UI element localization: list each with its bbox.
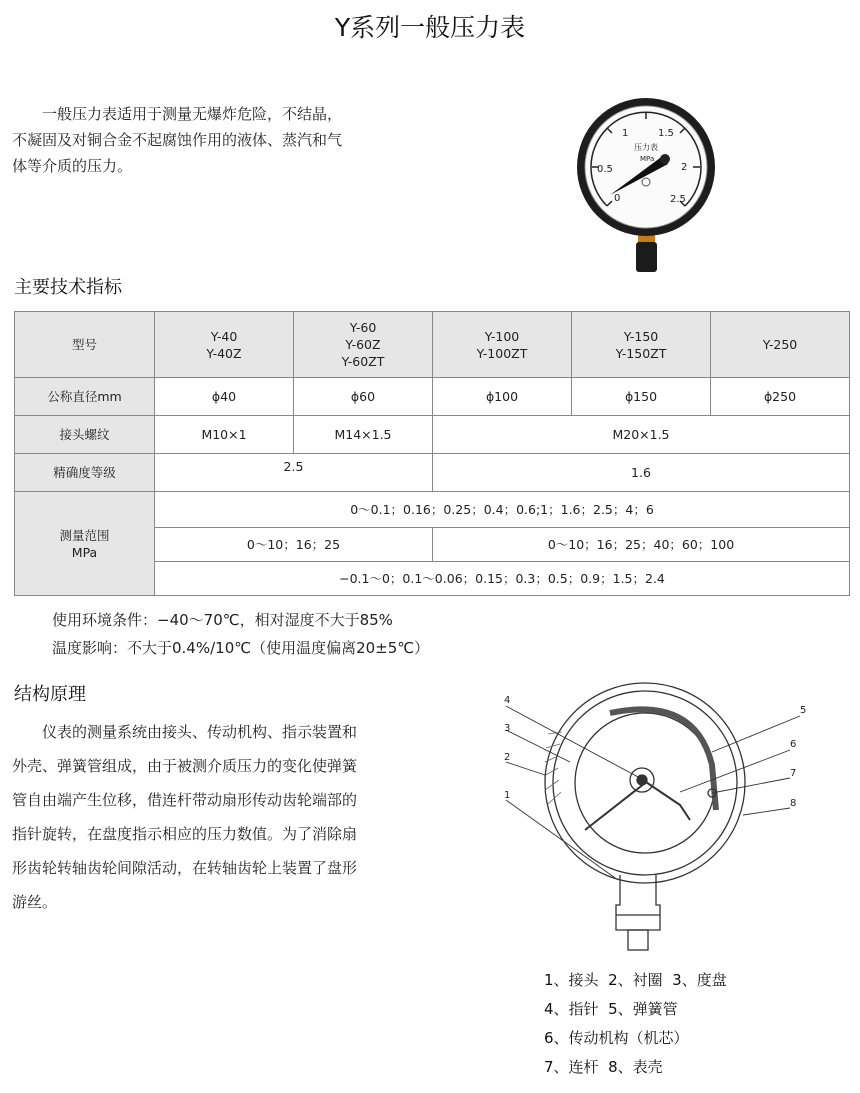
model-name: Y-40 Y-40Z <box>206 328 242 361</box>
thread-value: M14×1.5 <box>294 416 433 454</box>
model-name: Y-100 Y-100ZT <box>476 328 528 361</box>
structure-diagram <box>490 680 820 960</box>
structure-line: 游丝。 <box>12 893 58 911</box>
model-name: Y-150 Y-150ZT <box>615 328 667 361</box>
gauge-scale-label: 0.5 <box>597 164 613 175</box>
callout-1: 1 <box>504 790 511 801</box>
diameter-value: ϕ60 <box>294 378 433 416</box>
legend-line: 1、接头 2、衬圈 3、度盘 <box>544 971 727 989</box>
range-value: −0.1～0；0.1～0.06；0.15；0.3；0.5；0.9；1.5；2.4 <box>155 562 850 596</box>
model-cell <box>433 312 572 378</box>
callout-2: 2 <box>504 752 511 763</box>
range-value: 0～10；16；25；40；60；100 <box>433 528 850 562</box>
thread-label: 接头螺纹 <box>15 416 155 454</box>
page-title: Y系列一般压力表 <box>334 13 526 42</box>
pressure-gauge-photo <box>570 92 720 278</box>
thread-value: M10×1 <box>155 416 294 454</box>
callout-8: 8 <box>790 798 797 809</box>
specs-heading: 主要技术指标 <box>14 277 122 298</box>
structure-line: 外壳、弹簧管组成，由于被测介质压力的变化使弹簧 <box>12 757 358 775</box>
intro-line: 一般压力表适用于测量无爆炸危险，不结晶， <box>42 105 343 123</box>
range-value: 0～10；16；25 <box>155 528 433 562</box>
model-cell <box>155 312 294 378</box>
condition-line: 使用环境条件：−40～70℃，相对湿度不大于85% <box>52 611 393 629</box>
structure-paragraph <box>12 715 432 919</box>
gauge-scale-label: 1.5 <box>658 128 674 139</box>
diameter-value: ϕ150 <box>572 378 711 416</box>
structure-line: 管自由端产生位移，借连杆带动扇形传动齿轮端部的 <box>12 791 358 809</box>
gauge-label: 压力表 <box>634 143 658 152</box>
callout-7: 7 <box>790 768 797 779</box>
callout-4: 4 <box>504 695 511 706</box>
spec-table <box>14 311 850 596</box>
gauge-unit: MPa <box>640 155 655 163</box>
gauge-scale-label: 0 <box>614 193 621 204</box>
model-cell <box>294 312 433 378</box>
callout-3: 3 <box>504 723 511 734</box>
diameter-value: ϕ100 <box>433 378 572 416</box>
model-name: Y-60 Y-60Z Y-60ZT <box>341 320 385 369</box>
header-label-cell: 型号 <box>15 312 155 378</box>
structure-line: 仪表的测量系统由接头、传动机构、指示装置和 <box>42 723 358 741</box>
structure-line: 形齿轮转轴齿轮间隙活动，在转轴齿轮上装置了盘形 <box>12 859 358 877</box>
legend-line: 7、连杆 8、表壳 <box>544 1058 663 1076</box>
range-label-text: 测量范围 MPa <box>59 527 110 560</box>
intro-line: 体等介质的压力。 <box>12 157 133 175</box>
legend-line: 6、传动机构（机芯） <box>544 1029 689 1047</box>
diagram-legend <box>544 966 844 1082</box>
structure-heading: 结构原理 <box>14 684 86 705</box>
accuracy-value: 2.5 <box>155 454 433 492</box>
condition-line: 温度影响：不大于0.4%/10℃（使用温度偏离20±5℃） <box>52 639 430 657</box>
diameter-value: ϕ40 <box>155 378 294 416</box>
gauge-scale-label: 2.5 <box>670 194 686 205</box>
legend-line: 4、指针 5、弹簧管 <box>544 1000 678 1018</box>
model-name: Y-250 <box>762 337 798 352</box>
callout-5: 5 <box>800 705 807 716</box>
range-value: 0～0.1；0.16；0.25；0.4；0.6;1；1.6；2.5；4；6 <box>155 492 850 528</box>
model-cell <box>711 312 850 378</box>
thread-value: M20×1.5 <box>433 416 850 454</box>
gauge-scale-label: 2 <box>681 162 688 173</box>
model-cell <box>572 312 711 378</box>
intro-paragraph <box>12 101 432 179</box>
range-label <box>15 492 155 596</box>
conditions <box>52 606 512 662</box>
gauge-scale-label: 1 <box>622 128 629 139</box>
structure-line: 指针旋转，在盘度指示相应的压力数值。为了消除扇 <box>12 825 358 843</box>
diameter-label: 公称直径mm <box>15 378 155 416</box>
callout-6: 6 <box>790 739 797 750</box>
accuracy-label: 精确度等级 <box>15 454 155 492</box>
diameter-value: ϕ250 <box>711 378 850 416</box>
accuracy-value: 1.6 <box>433 454 850 492</box>
intro-line: 不凝固及对铜合金不起腐蚀作用的液体、蒸汽和气 <box>12 131 343 149</box>
